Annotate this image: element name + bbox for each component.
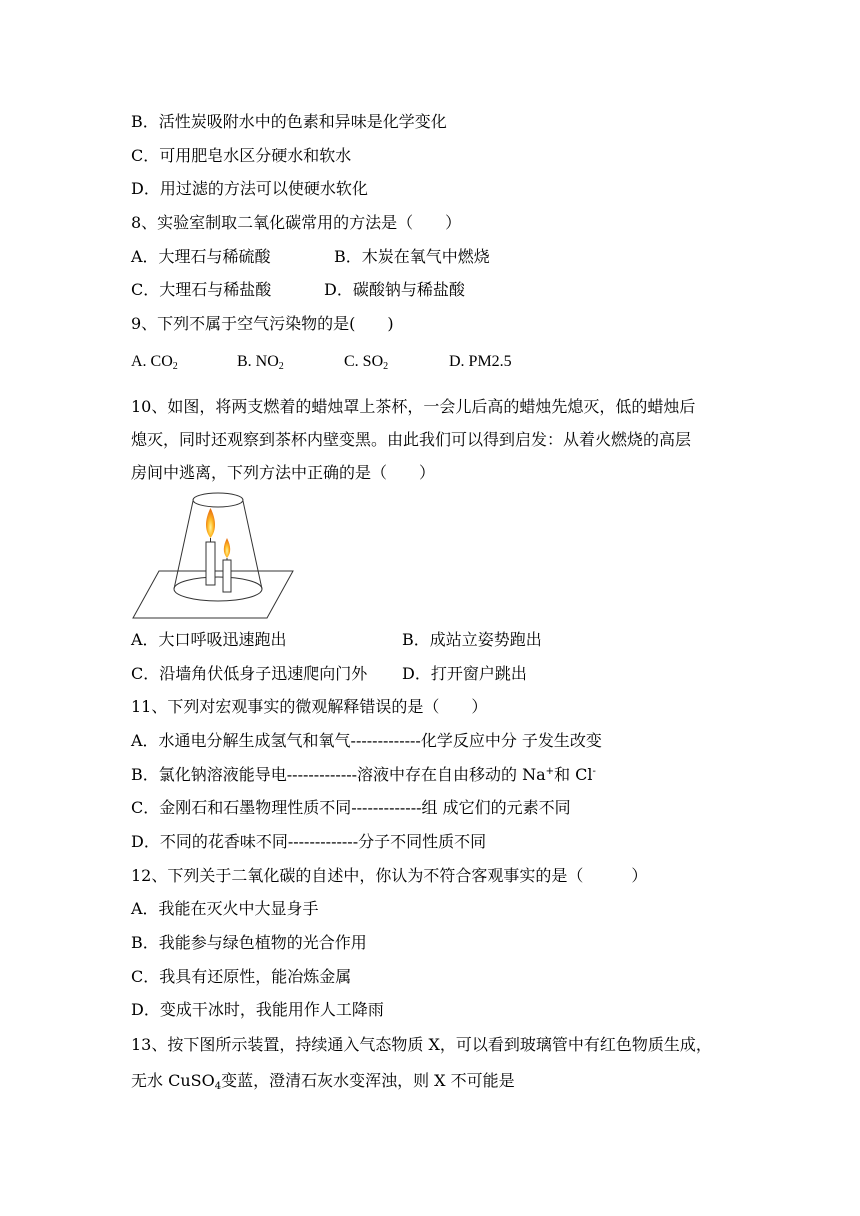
q7-option-c: C．可用肥皂水区分硬水和软水 — [131, 146, 352, 165]
q10-stem-line-1: 10、如图，将两支燃着的蜡烛罩上茶杯，一会儿后高的蜡烛先熄灭，低的蜡烛后 — [131, 397, 696, 416]
q9-option-c: C. $SO_2$ — [344, 353, 389, 372]
cup-bottom-rim — [174, 577, 262, 601]
tall-candle-flame — [206, 508, 215, 538]
q10-stem-line-3: 房间中逃离，下列方法中正确的是（ ） — [131, 463, 436, 482]
q12-option-a: A．我能在灭火中大显身手 — [131, 899, 319, 918]
q11-option-c: C．金刚石和石墨物理性质不同-------------组 成它们的元素不同 — [131, 798, 571, 817]
q9-option-b: B. $NO_2$ — [237, 353, 284, 372]
candle-under-cup-figure — [131, 486, 297, 622]
q12-option-d: D．变成干冰时，我能用作人工降雨 — [131, 1000, 384, 1019]
short-candle — [223, 560, 231, 592]
q9-stem: 9、下列不属于空气污染物的是( ) — [131, 314, 394, 333]
q8-option-c: C．大理石与稀盐酸 — [131, 280, 272, 299]
q12-stem: 12、下列关于二氧化碳的自述中，你认为不符合客观事实的是（ ） — [131, 866, 648, 885]
q7-option-d: D．用过滤的方法可以使硬水软化 — [131, 179, 368, 198]
q10-stem-line-2: 熄灭，同时还观察到茶杯内壁变黑。由此我们可以得到启发：从着火燃烧的高层 — [131, 430, 692, 449]
q10-option-d: D．打开窗户跳出 — [402, 664, 527, 683]
q8-option-d: D．碳酸钠与稀盐酸 — [324, 280, 465, 299]
q7-option-b: B．活性炭吸附水中的色素和异味是化学变化 — [131, 112, 447, 131]
q11-stem: 11、下列对宏观事实的微观解释错误的是（ ） — [131, 697, 488, 716]
short-candle-flame — [224, 538, 230, 558]
q10-option-c: C．沿墙角伏低身子迅速爬向门外 — [131, 664, 368, 683]
q10-option-b: B．成站立姿势跑出 — [402, 630, 542, 649]
q12-option-c: C．我具有还原性，能冶炼金属 — [131, 967, 352, 986]
q10-option-a: A．大口呼吸迅速跑出 — [131, 630, 287, 649]
q8-option-a: A．大理石与稀硫酸 — [131, 247, 271, 266]
q8-option-b: B．木炭在氧气中燃烧 — [334, 247, 490, 266]
q11-option-b: B．氯化钠溶液能导电-------------溶液中存在自由移动的 Na+和 Cl- — [131, 765, 596, 784]
q11-option-a: A．水通电分解生成氢气和氧气-------------化学反应中分 子发生改变 — [131, 731, 602, 750]
cup-top-rim — [193, 493, 243, 507]
q12-option-b: B．我能参与绿色植物的光合作用 — [131, 933, 367, 952]
q13-stem-line-1: 13、按下图所示装置，持续通入气态物质 X，可以看到玻璃管中有红色物质生成， — [131, 1035, 712, 1054]
q13-stem-line-2: 无水 CuSO$_4$变蓝，澄清石灰水变浑浊，则 X 不可能是 — [131, 1071, 515, 1092]
q8-stem: 8、实验室制取二氧化碳常用的方法是（ ） — [131, 213, 462, 232]
q11-option-d: D．不同的花香味不同-------------分子不同性质不同 — [131, 832, 487, 851]
tall-candle — [206, 542, 215, 585]
q9-option-d: D. PM2.5 — [449, 353, 512, 370]
q9-option-a: A. $CO_2$ — [131, 353, 178, 372]
